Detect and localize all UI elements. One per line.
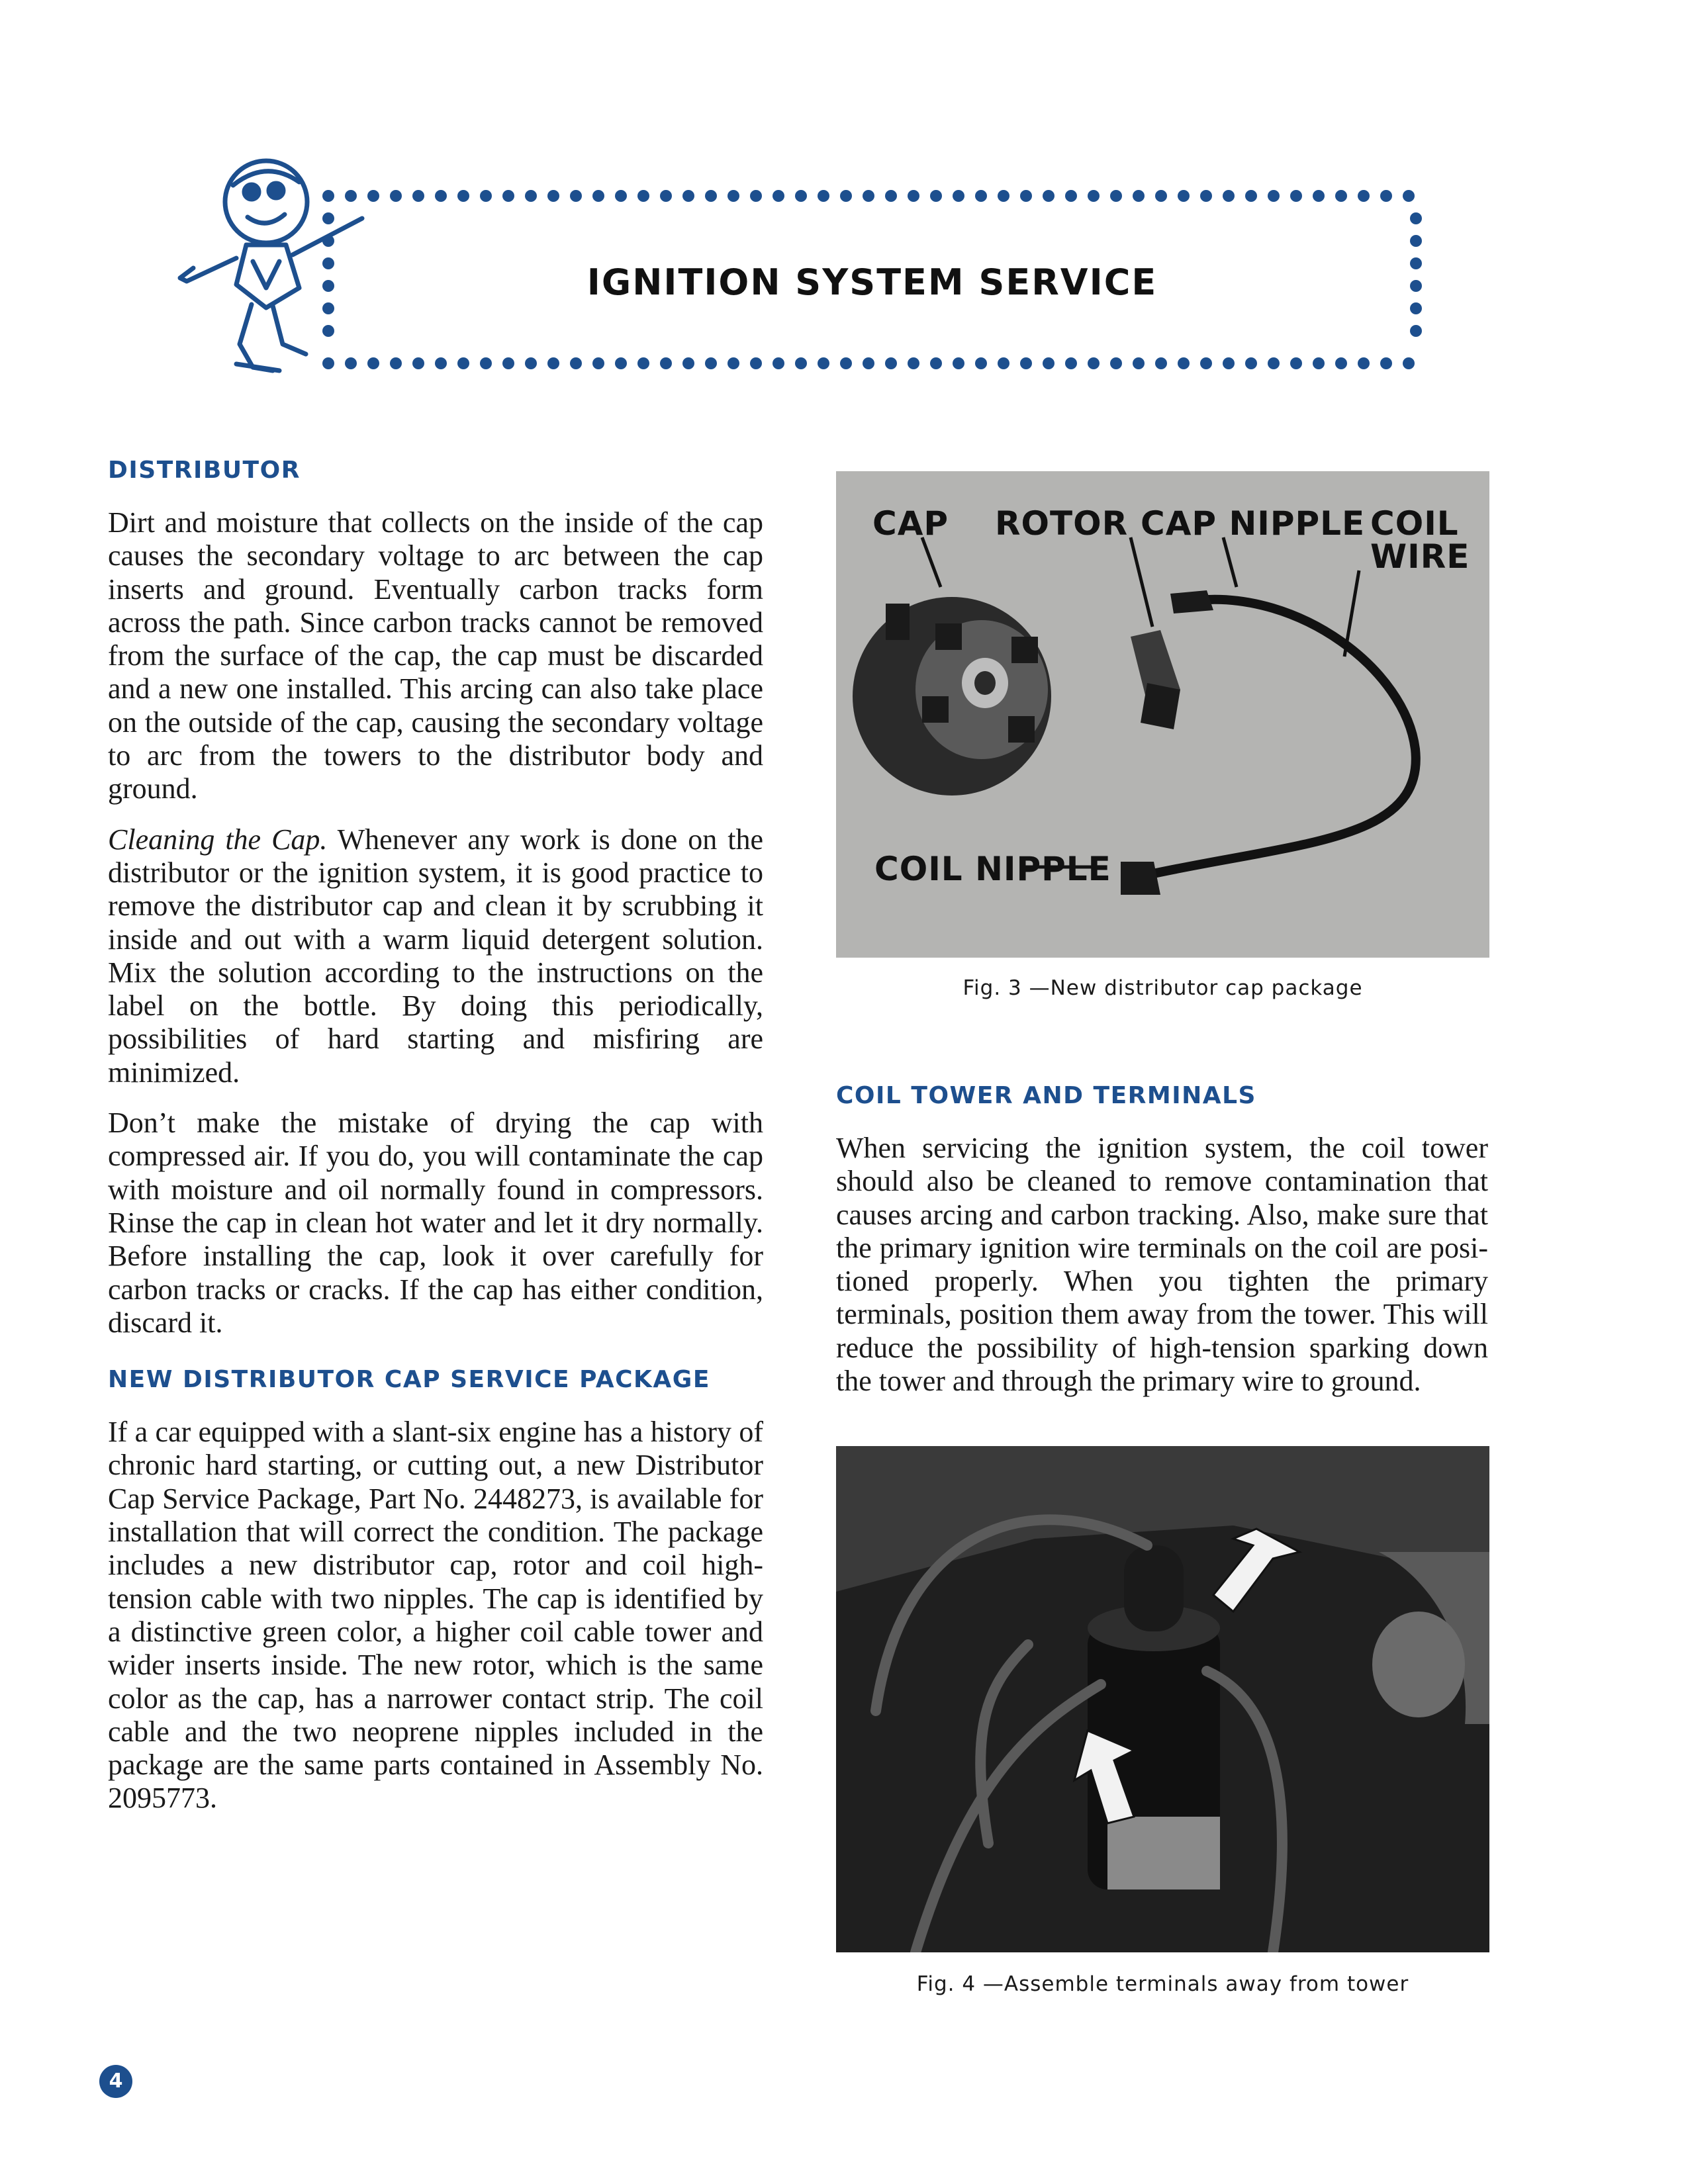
frame-dot [345,190,357,202]
frame-dot [795,190,807,202]
figure-4-caption: Fig. 4 —Assemble terminals away from tower [916,1972,1409,1996]
distributor-cap-shape [853,597,1051,796]
frame-dot [322,212,334,224]
frame-dot [525,357,537,369]
frame-dot [345,357,357,369]
frame-dot [818,190,829,202]
frame-dot [435,190,447,202]
frame-dot [615,357,627,369]
frame-dot [322,235,334,247]
frame-dot [1110,190,1122,202]
label-coil-nipple: COIL NIPPLE [874,850,1111,888]
label-cap: CAP [872,504,949,543]
frame-dot [1410,235,1422,247]
frame-dot [1155,190,1167,202]
frame-dot [953,190,964,202]
frame-dot [1065,190,1077,202]
frame-dot [1133,190,1145,202]
frame-dot [525,190,537,202]
frame-dot [1110,357,1122,369]
section-heading-distributor: DISTRIBUTOR [108,457,301,484]
frame-dot [1088,357,1100,369]
frame-dot [1178,190,1190,202]
label-rotor: ROTOR [995,504,1129,543]
frame-dot [1065,357,1077,369]
frame-dot [930,190,942,202]
frame-dot [998,357,1009,369]
frame-dot [795,357,807,369]
frame-dot [592,357,604,369]
paragraph-lead-cleaning-cap: Cleaning the Cap. [108,823,328,856]
frame-dot [390,357,402,369]
frame-dot [592,190,604,202]
frame-dot [1020,357,1032,369]
frame-dot [457,190,469,202]
frame-dot [570,190,582,202]
frame-dot [547,190,559,202]
frame-dot [367,357,379,369]
figure-4-artwork [836,1446,1489,1952]
frame-dot [773,190,784,202]
frame-dot [502,357,514,369]
frame-dot [1290,190,1302,202]
frame-dot [1380,357,1392,369]
section-heading-package: NEW DISTRIBUTOR CAP SERVICE PACKAGE [108,1366,710,1394]
frame-dot [1178,357,1190,369]
frame-dot [1358,190,1370,202]
figure-3-photo [836,471,1489,958]
frame-dot [1335,190,1347,202]
frame-dot [908,190,919,202]
frame-dot [908,357,919,369]
paragraph-distributor-1: Dirt and moisture that collects on the inside of the cap causes the secondary voltage to arc between the cap inserts and ground. Eventually carbon tracks form across the path. Since carbon tracks cannot be removed from the surface of the cap, the cap must be discarded and a new one installed. This arcing can also take place on the outside of the cap, causing the secondary voltage to arc from the towers to the distributor body and ground. [108,506,763,805]
frame-dot [1313,190,1325,202]
frame-dot [750,190,762,202]
paragraph-coil-tower-1: When servicing the ignition system, the coil tower should also be cleaned to remove contamination that causes arcing and carbon tracking. Also, make sure that the primary ignition wire terminals on the coil are positioned properly. When you tighten the primary terminals, position them away from the tower. This will reduce the possibility of high-tension sparking down the tower and through the primary wire to ground. [836,1132,1488,1398]
frame-dot [1313,357,1325,369]
page-number-badge: 4 [99,2065,132,2098]
frame-dot [1043,357,1055,369]
frame-dot [457,357,469,369]
frame-dot [390,190,402,202]
frame-dot [1268,190,1280,202]
frame-dot [975,357,987,369]
frame-dot [1088,190,1100,202]
frame-dot [1020,190,1032,202]
frame-dot [1410,302,1422,314]
frame-dot [1380,190,1392,202]
frame-dot [975,190,987,202]
frame-dot [885,357,897,369]
frame-dot [705,190,717,202]
frame-dot [1200,190,1212,202]
frame-dot [660,190,672,202]
paragraph-distributor-3: Don’t make the mistake of drying the cap with compressed air. If you do, you will contaminate the cap with moisture and oil normally found in compressors. Rinse the cap in clean hot water and let it dry normally. Before installing the cap, look it over carefully for carbon tracks or cracks. If the cap has either condition, discard it. [108,1107,763,1339]
frame-dot [1223,190,1235,202]
frame-dot [1245,357,1257,369]
label-coil: COIL [1370,504,1459,543]
frame-dot [322,325,334,337]
frame-dot [1410,325,1422,337]
frame-dot [1290,357,1302,369]
label-wire: WIRE [1370,537,1470,576]
frame-dot [1268,357,1280,369]
frame-dot [1200,357,1212,369]
frame-dot [773,357,784,369]
frame-dot [1245,190,1257,202]
frame-dot [1223,357,1235,369]
frame-dot [637,357,649,369]
frame-dot [1410,212,1422,224]
frame-dot [750,357,762,369]
frame-dot [1155,357,1167,369]
frame-dot [1133,357,1145,369]
frame-dot [840,357,852,369]
frame-dot [412,357,424,369]
frame-dot [863,357,874,369]
label-cap-nipple: CAP NIPPLE [1141,504,1366,543]
frame-dot [322,302,334,314]
frame-dot [1403,190,1415,202]
frame-dot [1403,357,1415,369]
frame-dot [435,357,447,369]
frame-dot [412,190,424,202]
frame-dot [660,357,672,369]
frame-dot [930,357,942,369]
frame-dot [502,190,514,202]
frame-dot [953,357,964,369]
frame-dot [480,190,492,202]
frame-dot [840,190,852,202]
frame-dot [727,190,739,202]
frame-dot [863,190,874,202]
section-heading-coil-tower: COIL TOWER AND TERMINALS [836,1082,1256,1109]
frame-dot [1335,357,1347,369]
figure-4-photo [836,1446,1489,1952]
frame-dot [367,190,379,202]
frame-dot [322,357,334,369]
frame-dot [615,190,627,202]
paragraph-cleaning-cap [108,823,763,1089]
frame-dot [998,190,1009,202]
page-title: IGNITION SYSTEM SERVICE [586,261,1158,303]
frame-dot [682,190,694,202]
frame-dot [1043,190,1055,202]
figure-3-caption: Fig. 3 —New distributor cap package [962,976,1363,1000]
left-column [108,457,763,1833]
frame-dot [727,357,739,369]
frame-dot [1358,357,1370,369]
frame-dot [637,190,649,202]
paragraph-cleaning-cap-body: Whenever any work is done on the distributor or the ignition system, it is good practice to remove the distributor cap and clean it by scrubbing it inside and out with a warm liquid detergent solution. Mix the solution according to the instructions on the label on the bottle. By doing this periodically, possibilities of hard starting and misfiring are minimized. [108,823,763,1089]
frame-dot [705,357,717,369]
frame-dot [885,190,897,202]
frame-dot [818,357,829,369]
frame-dot [570,357,582,369]
frame-dot [682,357,694,369]
frame-dot [322,190,334,202]
paragraph-package-1: If a car equipped with a slant-six engine has a history of chronic hard starting, or cutting out, a new Distributor Cap Service Package, Part No. 2448273, is available for installation that will correct the condition. The package includes a new distributor cap, rotor and coil high-tension cable with two nipples. The cap is identified by a distinctive green color, a higher coil cable tower and wider inserts inside. The new rotor, which is the same color as the cap, has a narrower contact strip. The coil cable and the two neoprene nipples included in the package are the same parts contained in Assembly No. 2095773. [108,1416,763,1815]
right-column [836,1082,1488,1415]
frame-dot [480,357,492,369]
frame-dot [547,357,559,369]
